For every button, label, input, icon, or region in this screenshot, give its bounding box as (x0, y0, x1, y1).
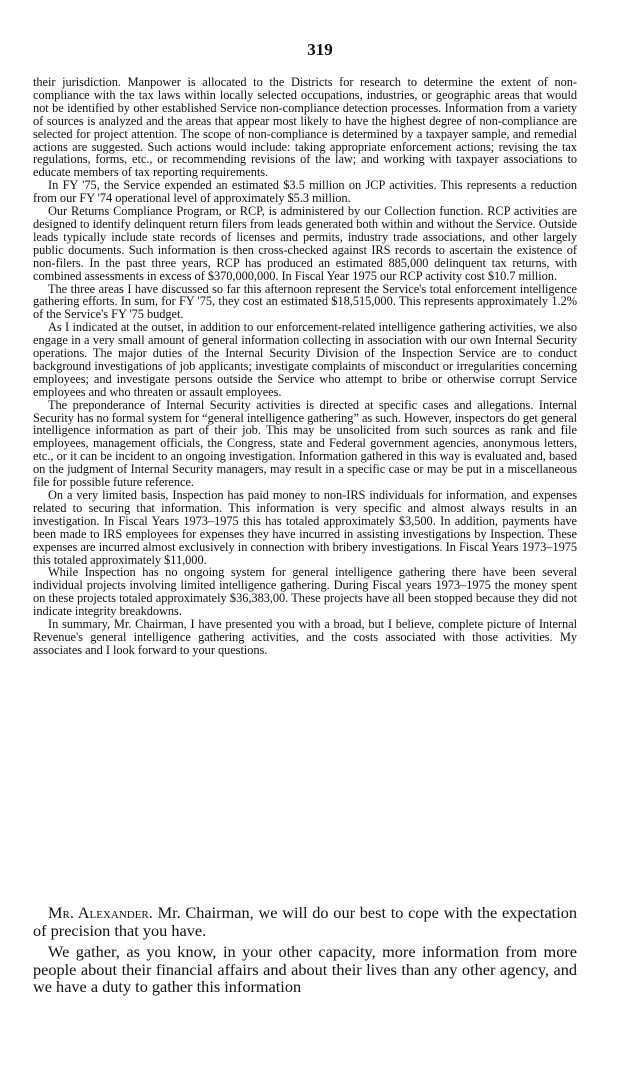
page-number: 319 (307, 40, 333, 59)
prepared-statement (33, 76, 577, 657)
paragraph: their jurisdiction. Manpower is allocated to the Districts for research to determine the extent of non-compliance with the tax laws within locally selected occupations, industries, or geographic areas that would not be identified by other established Service non-compliance detection processes. Information from a variety of sources is analyzed and the areas that appear most likely to have the highest degree of non-compliance are selected for project attention. The scope of non-compliance is determined by a taxpayer sample, and remedial actions are suggested. Such actions would include: taking appropriate enforcement actions; revising the tax regulations, forms, etc., or recommending revisions of the law; and working with taxpayer associations to educate members of tax reporting requirements. (33, 75, 577, 180)
paragraph: In summary, Mr. Chairman, I have presented you with a broad, but I believe, complete picture of Internal Revenue's general intelligence gathering activities, and the costs associated with those activities. My associates and I look forward to your questions. (33, 617, 577, 657)
speaker-name: Mr. Alexander. (48, 903, 153, 922)
paragraph: On a very limited basis, Inspection has paid money to non-IRS individuals for information, and expenses related to securing that information. This information is very specific and almost always results in an investigation. In Fiscal Years 1973–1975 this has totaled approximately $3,500. In addition, payments have been made to IRS employees for expenses they have incurred in assisting investigations by Inspection. These expenses are incurred almost exclusively in connection with bribery investigations. In Fiscal Years 1973–1975 this totaled approximately $11,000. (33, 488, 577, 567)
paragraph: In FY '75, the Service expended an estimated $3.5 million on JCP activities. This represents a reduction from our FY '74 operational level of approximately $5.3 million. (33, 178, 577, 206)
paragraph: The preponderance of Internal Security activities is directed at specific cases and allegations. Internal Security has no formal system for “general intelligence gathering” as such. However, inspectors do get general intelligence information as part of their job. This may be unsolicited from such sources as rank and file employees, management officials, the Congress, state and Federal government agencies, anonymous letters, etc., or it can be incident to an ongoing investigation. Information gathered in this way is evaluated and, based on the judgment of Internal Security managers, may result in a specific case or may be put in a miscellaneous file for possible future reference. (33, 397, 577, 490)
paragraph: As I indicated at the outset, in addition to our enforcement-related intelligence gathering activities, we also engage in a very small amount of general information collecting in association with our own Internal Security operations. The major duties of the Internal Security Division of the Inspection Service are to conduct background investigations of job applicants; investigate complaints of misconduct or irregularities concerning employees; and investigate persons outside the Service who attempt to bribe or otherwise corrupt Service employees and who threaten or assault employees. (33, 320, 577, 399)
remark-paragraph (33, 904, 577, 939)
paragraph: Our Returns Compliance Program, or RCP, is administered by our Collection function. RCP activities are designed to identify delinquent return filers from leads generated both within and without the Service. Outside leads typically include state records of licenses and permits, industry trade associations, and other largely public documents. Such information is then cross-checked against IRS records to ascertain the existence of non-filers. In the past three years, RCP has produced an estimated 885,000 delinquent tax returns, with combined assessments in excess of $370,000,000. In Fiscal Year 1975 our RCP activity cost $10.7 million. (33, 204, 577, 283)
remark-text: Mr. Chairman, we will do our best to cope with the expectation of precision that you have. (33, 903, 578, 940)
oral-remarks (33, 904, 577, 996)
paragraph: While Inspection has no ongoing system for general intelligence gathering there have been several individual projects involving limited intelligence gathering. During Fiscal years 1973–1975 the money spent on these projects totaled approximately $36,383,00. These projects have all been stopped because they did not indicate integrity breakdowns. (33, 565, 577, 619)
paragraph: The three areas I have discussed so far this afternoon represent the Service's total enforcement intelligence gathering efforts. In sum, for FY '75, they cost an estimated $18,515,000. This represents approximately 1.2% of the Service's FY '75 budget. (33, 281, 577, 322)
remark-paragraph: We gather, as you know, in your other capacity, more information from more people about their financial affairs and about their lives than any other agency, and we have a duty to gather this information (33, 942, 577, 997)
